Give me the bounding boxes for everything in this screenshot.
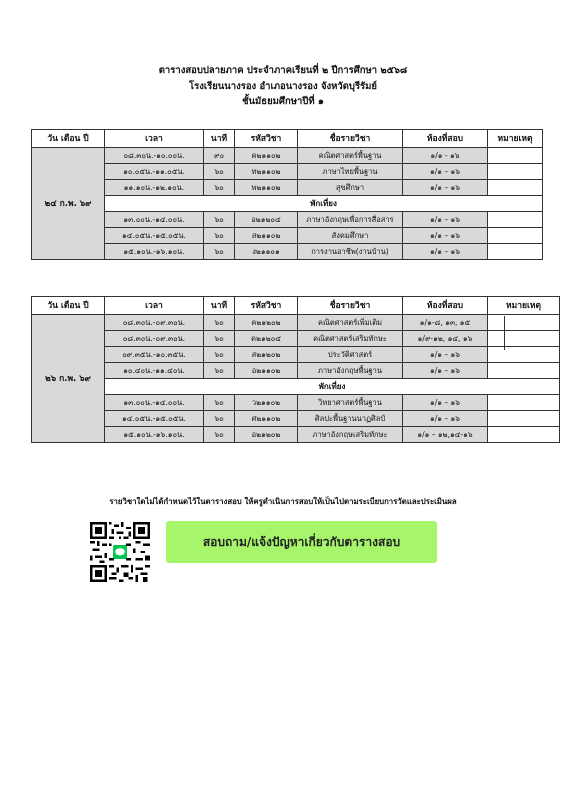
- grade-level: ชั้นมัธยมศึกษาปีที่ ๑: [242, 96, 324, 107]
- room-cell: ๑/๑ – ๑๖: [403, 363, 488, 379]
- minutes-cell: ๖๐: [204, 363, 235, 379]
- table-row: [32, 164, 543, 180]
- code-cell: ศ๒๑๑๐๒: [235, 411, 298, 427]
- remark-cell: [488, 395, 560, 411]
- col-subject: ชื่อรายวิชา: [298, 297, 403, 315]
- col-code: รหัสวิชา: [235, 297, 298, 315]
- lunch-break-row: [32, 196, 543, 212]
- col-date: วัน เดือน ปี: [32, 130, 105, 148]
- minutes-cell: ๖๐: [204, 228, 235, 244]
- col-remark: หมายเหตุ: [488, 297, 560, 315]
- remark-cell: [488, 244, 543, 260]
- col-remark: หมายเหตุ: [488, 130, 543, 148]
- shared-time-bracket: [498, 316, 505, 350]
- subject-cell: ภาษาอังกฤษเพื่อการสื่อสาร: [298, 212, 403, 228]
- room-cell: ๑/๙-๑๒, ๑๔, ๑๖: [403, 331, 488, 347]
- time-cell: ๑๕.๑๐น.-๑๖.๑๐น.: [105, 427, 204, 443]
- code-cell: ท๒๑๑๐๒: [235, 164, 298, 180]
- subject-cell: คณิตศาสตร์เพิ่มเติม: [298, 315, 403, 331]
- lunch-break-label: พักเที่ยง: [105, 379, 560, 395]
- room-cell: ๑/๑ – ๑๖: [403, 164, 488, 180]
- exam-date: ๒๖ ก.พ. ๖๙: [32, 315, 105, 443]
- table-row: [32, 212, 543, 228]
- time-cell: ๑๔.๐๕น.-๑๕.๐๕น.: [105, 411, 204, 427]
- table-row: [32, 148, 543, 164]
- remark-cell: [488, 411, 560, 427]
- time-cell: ๑๐.๔๐น.-๑๑.๔๐น.: [105, 363, 204, 379]
- remark-cell: [488, 363, 560, 379]
- subject-cell: ภาษาอังกฤษเสริมทักษะ: [298, 427, 403, 443]
- school-name: โรงเรียนนางรอง อำเภอนางรอง จังหวัดบุรีรัมย์: [189, 81, 377, 92]
- code-cell: ว๒๑๑๐๒: [235, 395, 298, 411]
- table-row: [32, 331, 560, 347]
- room-cell: ๑/๑ – ๑๖: [403, 347, 488, 363]
- exam-table-day2: [31, 296, 560, 443]
- minutes-cell: ๖๐: [204, 212, 235, 228]
- time-cell: ๑๐.๐๕น.-๑๑.๐๕น.: [105, 164, 204, 180]
- room-cell: ๑/๑ - ๑๖: [403, 148, 488, 164]
- code-cell: พ๒๑๑๐๒: [235, 180, 298, 196]
- remark-cell: [488, 427, 560, 443]
- remark-cell: [488, 148, 543, 164]
- col-room: ห้องที่สอบ: [403, 130, 488, 148]
- report-problem-button[interactable]: [166, 521, 437, 563]
- room-cell: ๑/๑ – ๑๖: [403, 244, 488, 260]
- minutes-cell: ๖๐: [204, 427, 235, 443]
- footnote: รายวิชาใดไม่ได้กำหนดไว้ในตารางสอบ ให้ครูดำเนินการสอบให้เป็นไปตามระเบียบการวัดและประเมินผล: [109, 497, 457, 506]
- time-cell: ๐๘.๓๐น.-๑๐.๐๐น.: [105, 148, 204, 164]
- minutes-cell: ๖๐: [204, 395, 235, 411]
- col-code: รหัสวิชา: [235, 130, 298, 148]
- time-cell: ๑๓.๐๐น.-๑๔.๐๐น.: [105, 212, 204, 228]
- room-cell: ๑/๑ – ๑๖: [403, 212, 488, 228]
- remark-cell: [488, 228, 543, 244]
- col-time: เวลา: [105, 130, 204, 148]
- table-row: [32, 315, 560, 331]
- room-cell: ๑/๑ – ๑๖: [403, 395, 488, 411]
- table-row: [32, 347, 560, 363]
- code-cell: ค๒๑๑๐๒: [235, 148, 298, 164]
- minutes-cell: ๖๐: [204, 315, 235, 331]
- subject-cell: สุขศึกษา: [298, 180, 403, 196]
- time-cell: ๐๘.๓๐น.-๐๙.๓๐น.: [105, 331, 204, 347]
- subject-cell: วิทยาศาสตร์พื้นฐาน: [298, 395, 403, 411]
- code-cell: ง๒๑๑๐๑: [235, 244, 298, 260]
- time-cell: ๐๘.๓๐น.-๐๙.๓๐น.: [105, 315, 204, 331]
- time-cell: ๑๕.๑๐น.-๑๖.๑๐น.: [105, 244, 204, 260]
- table-header-row: [32, 130, 543, 148]
- table-header-row: [32, 297, 560, 315]
- room-cell: ๑/๑ – ๑๖: [403, 228, 488, 244]
- time-cell: ๑๔.๐๕น.-๑๕.๐๕น.: [105, 228, 204, 244]
- remark-cell: [488, 164, 543, 180]
- code-cell: ค๒๑๒๐๔: [235, 331, 298, 347]
- minutes-cell: ๖๐: [204, 164, 235, 180]
- subject-cell: สังคมศึกษา: [298, 228, 403, 244]
- room-cell: ๑/๑ – ๑๖: [403, 411, 488, 427]
- exam-date: ๒๔ ก.พ. ๖๙: [32, 148, 105, 260]
- code-cell: อ๒๑๒๐๒: [235, 427, 298, 443]
- table-row: [32, 411, 560, 427]
- col-room: ห้องที่สอบ: [403, 297, 488, 315]
- col-subject: ชื่อรายวิชา: [298, 130, 403, 148]
- minutes-cell: ๖๐: [204, 347, 235, 363]
- subject-cell: ภาษาอังกฤษพื้นฐาน: [298, 363, 403, 379]
- table-row: [32, 228, 543, 244]
- minutes-cell: ๖๐: [204, 244, 235, 260]
- col-minutes: นาที: [204, 130, 235, 148]
- minutes-cell: ๖๐: [204, 331, 235, 347]
- minutes-cell: ๖๐: [204, 180, 235, 196]
- lunch-break-label: พักเที่ยง: [105, 196, 543, 212]
- minutes-cell: ๖๐: [204, 411, 235, 427]
- room-cell: ๑/๑ – ๑๖: [403, 180, 488, 196]
- table-row: [32, 180, 543, 196]
- table-row: [32, 363, 560, 379]
- time-cell: ๑๓.๐๐น.-๑๔.๐๐น.: [105, 395, 204, 411]
- exam-title: ตารางสอบปลายภาค ประจำภาคเรียนที่ ๒ ปีการศึกษา ๒๕๖๘: [158, 65, 408, 76]
- table-row: [32, 395, 560, 411]
- col-date: วัน เดือน ปี: [32, 297, 105, 315]
- report-problem-label: สอบถาม/แจ้งปัญหาเกี่ยวกับตารางสอบ: [202, 534, 401, 549]
- room-cell: ๑/๑-๘, ๑๓, ๑๕: [403, 315, 488, 331]
- code-cell: ส๒๑๑๐๒: [235, 228, 298, 244]
- code-cell: ค๒๑๒๐๒: [235, 315, 298, 331]
- subject-cell: คณิตศาสตร์เสริมทักษะ: [298, 331, 403, 347]
- qr-code-icon[interactable]: [90, 520, 150, 584]
- col-minutes: นาที: [204, 297, 235, 315]
- subject-cell: ประวัติศาสตร์: [298, 347, 403, 363]
- table-row: [32, 427, 560, 443]
- exam-table-day1: [31, 129, 543, 260]
- remark-cell: [488, 212, 543, 228]
- subject-cell: การงานอาชีพ(งานบ้าน): [298, 244, 403, 260]
- code-cell: ส๒๑๒๐๒: [235, 347, 298, 363]
- subject-cell: ภาษาไทยพื้นฐาน: [298, 164, 403, 180]
- table-row: [32, 244, 543, 260]
- subject-cell: ศิลปะพื้นฐานนาฏศิลป์: [298, 411, 403, 427]
- minutes-cell: ๙๐: [204, 148, 235, 164]
- lunch-break-row: [32, 379, 560, 395]
- room-cell: ๑/๑ – ๑๒,๑๔-๑๖: [403, 427, 488, 443]
- remark-cell: [488, 180, 543, 196]
- col-time: เวลา: [105, 297, 204, 315]
- time-cell: ๐๙.๓๕น.-๑๐.๓๕น.: [105, 347, 204, 363]
- time-cell: ๑๑.๑๐น.-๑๒.๑๐น.: [105, 180, 204, 196]
- subject-cell: คณิตศาสตร์พื้นฐาน: [298, 148, 403, 164]
- code-cell: อ๒๑๒๐๔: [235, 212, 298, 228]
- code-cell: อ๒๑๑๐๒: [235, 363, 298, 379]
